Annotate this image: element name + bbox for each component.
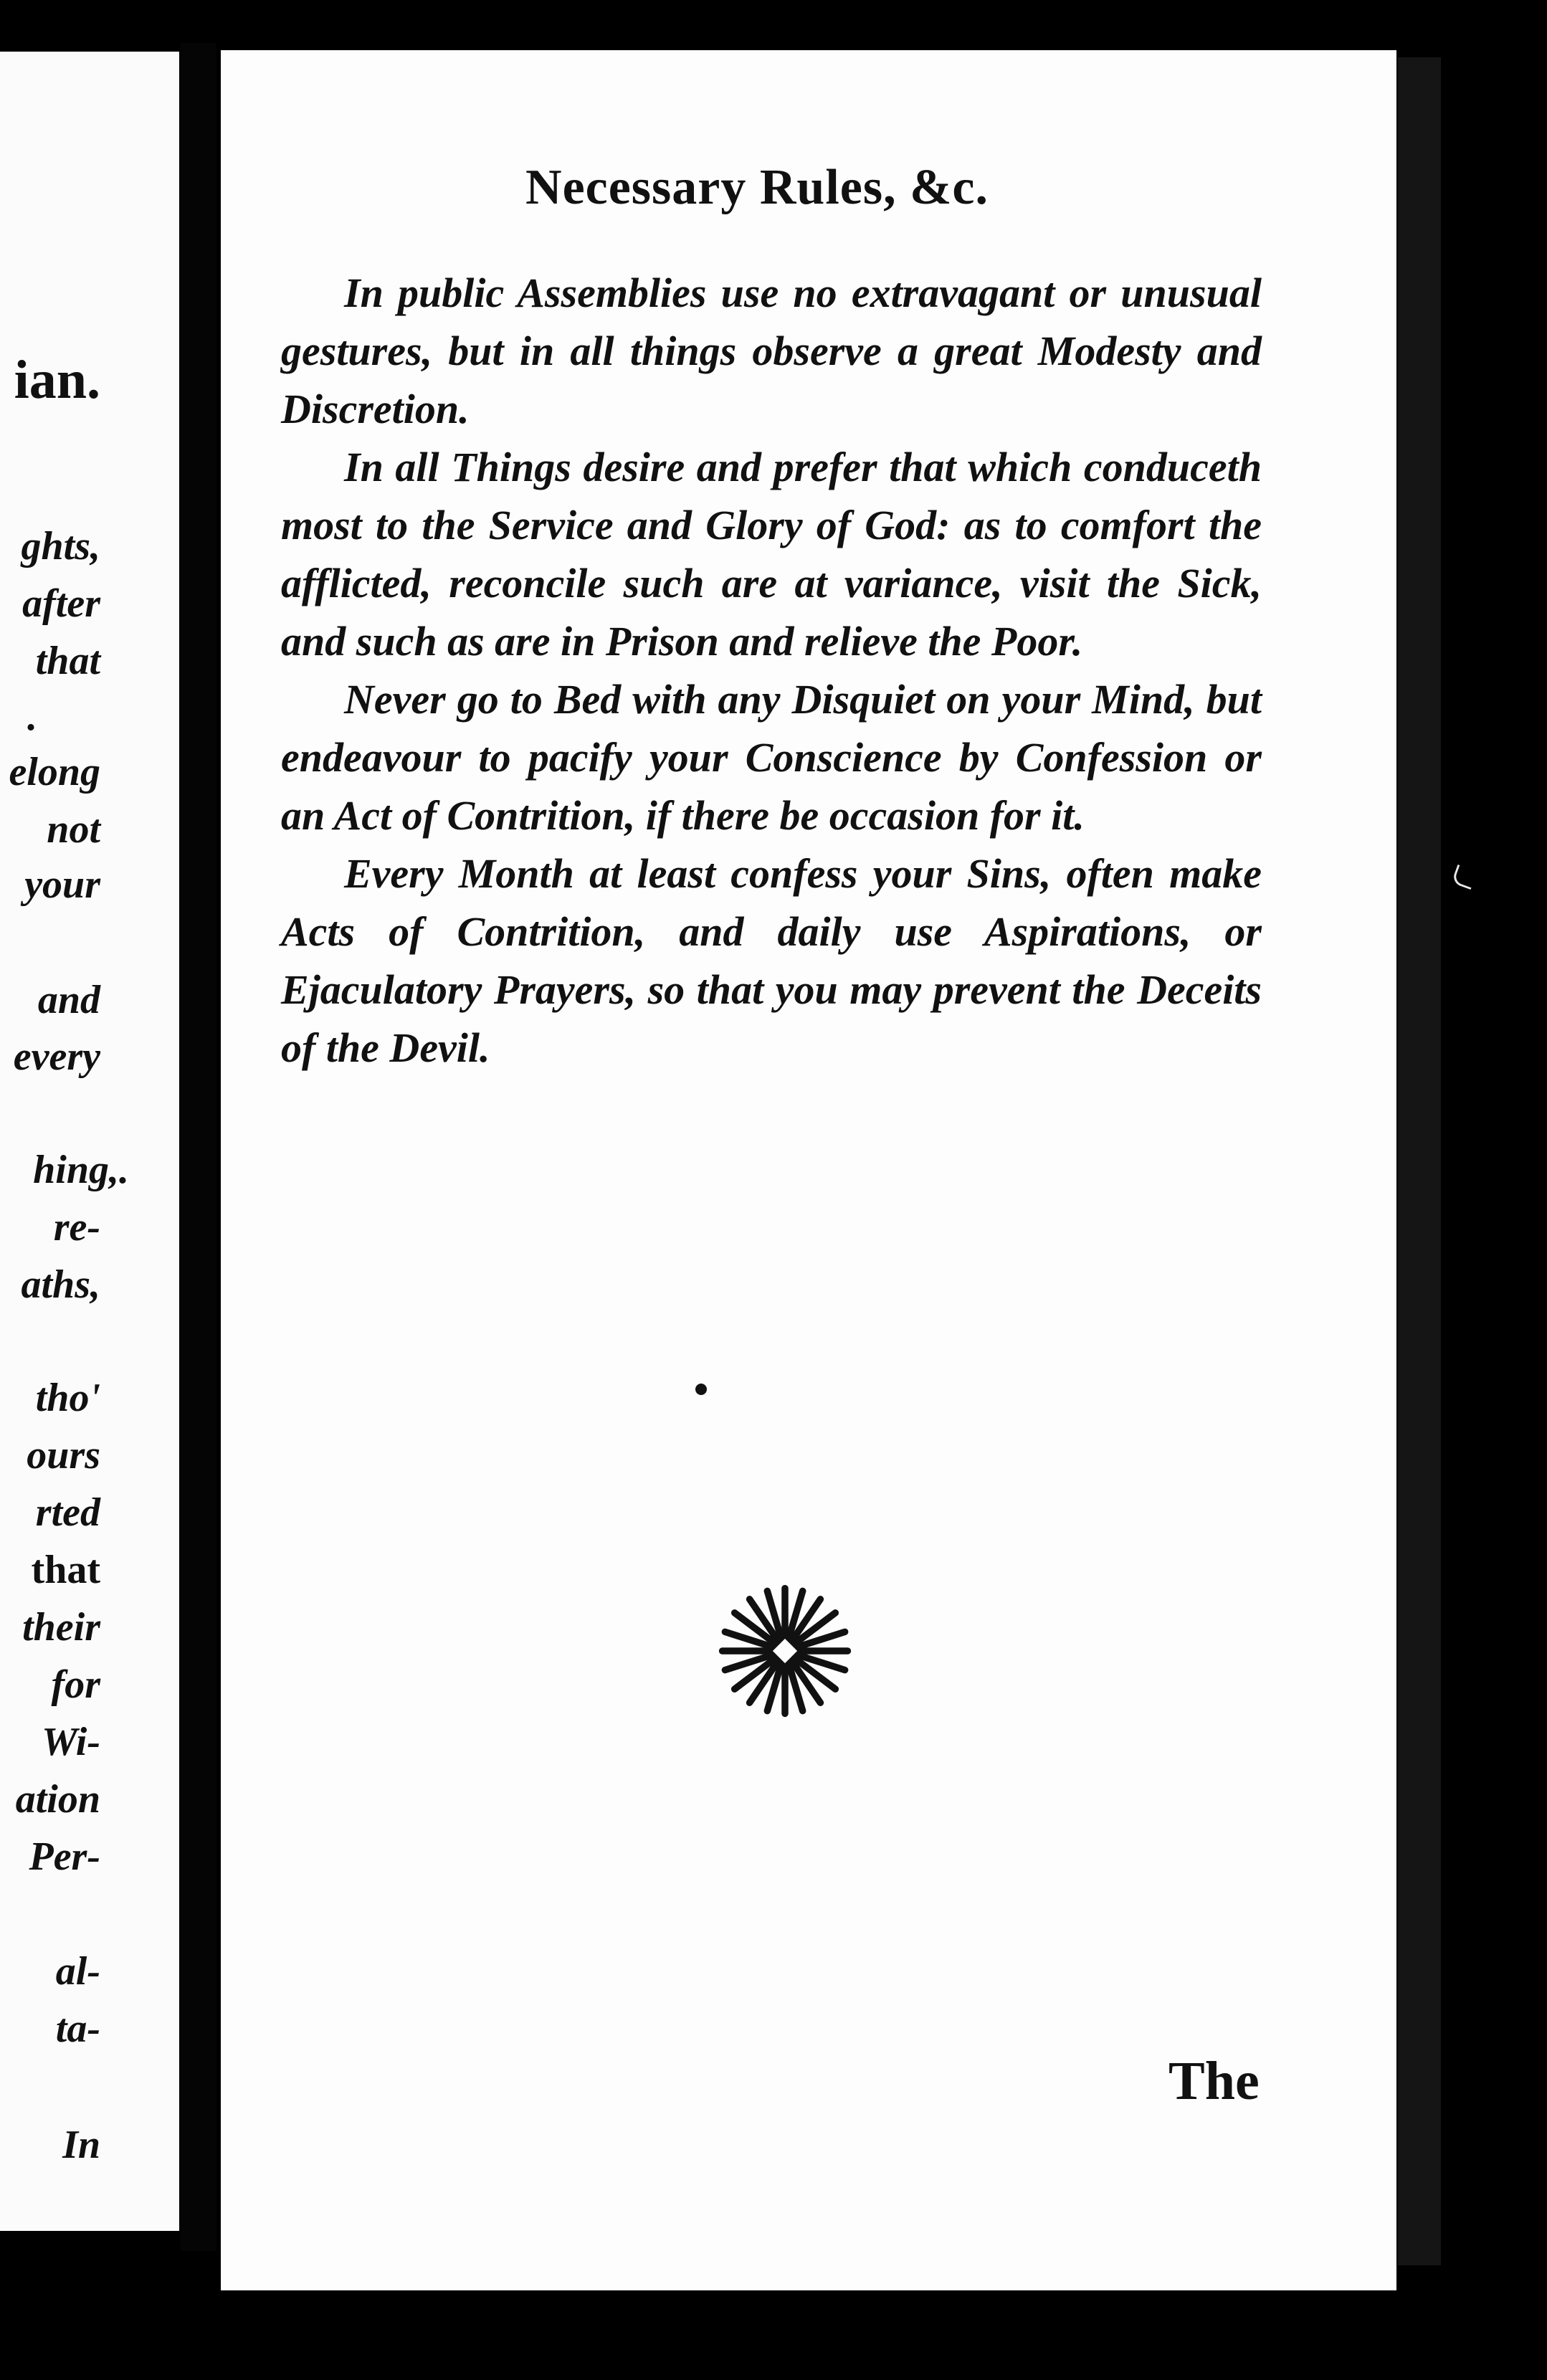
left-fragment: ian. [14, 350, 100, 410]
left-fragment: for [51, 1662, 100, 1707]
book-gutter [181, 43, 216, 2251]
left-fragment: tho' [35, 1376, 100, 1420]
left-fragment: that [31, 1548, 100, 1592]
left-fragment: not [47, 807, 100, 852]
left-fragment: after [22, 581, 100, 626]
paragraph: Never go to Bed with any Disquiet on your Mind, but endeavour to pacify your Conscience by Confession or an Act of Contrition, if there be occasion for it. [281, 676, 1262, 839]
left-page-edge [0, 52, 179, 2231]
paragraph: In all Things desire and prefer that which conduceth most to the Service and Glory of God: as to comfort the afflicted, reconcile such are at variance, visit the Sick, and such as are in Prison and relieve the Poor. [281, 444, 1262, 665]
left-fragment: ta- [55, 2007, 100, 2051]
left-fragment: aths, [21, 1262, 100, 1307]
left-fragment: ation [15, 1777, 100, 1822]
left-fragment: Per- [29, 1834, 100, 1879]
left-fragment: their [22, 1605, 100, 1650]
left-fragment: hing,. [33, 1148, 129, 1192]
left-fragment: and [37, 978, 100, 1022]
left-fragment: your [24, 862, 100, 907]
stray-dot [695, 1384, 707, 1395]
rosette-ornament-icon [717, 1583, 853, 1719]
left-fragment: rted [35, 1490, 100, 1535]
catchword: The [1168, 2051, 1260, 2111]
page-edge-shadow [1398, 57, 1441, 2265]
left-fragment: Wi- [42, 1720, 100, 1764]
paragraph: Every Month at least confess your Sins, often make Acts of Contrition, and daily use Aspirations, or Ejaculatory Prayers, so that you may prevent the Deceits of the Devil. [281, 850, 1262, 1071]
left-fragment: elong [9, 750, 100, 794]
left-fragment: every [13, 1034, 100, 1079]
body-text [281, 264, 1262, 1077]
left-fragment: that [35, 639, 100, 683]
left-fragment: re- [53, 1205, 100, 1250]
left-fragment: In [62, 2123, 100, 2167]
left-fragment: ours [27, 1433, 100, 1477]
running-head: Necessary Rules, &c. [525, 160, 989, 215]
left-fragment: al- [55, 1949, 100, 1994]
paragraph: In public Assemblies use no extravagant or unusual gestures, but in all things observe a great Modesty and Discretion. [281, 270, 1262, 432]
left-fragment: ghts, [21, 524, 100, 568]
left-fragment: . [26, 695, 36, 739]
